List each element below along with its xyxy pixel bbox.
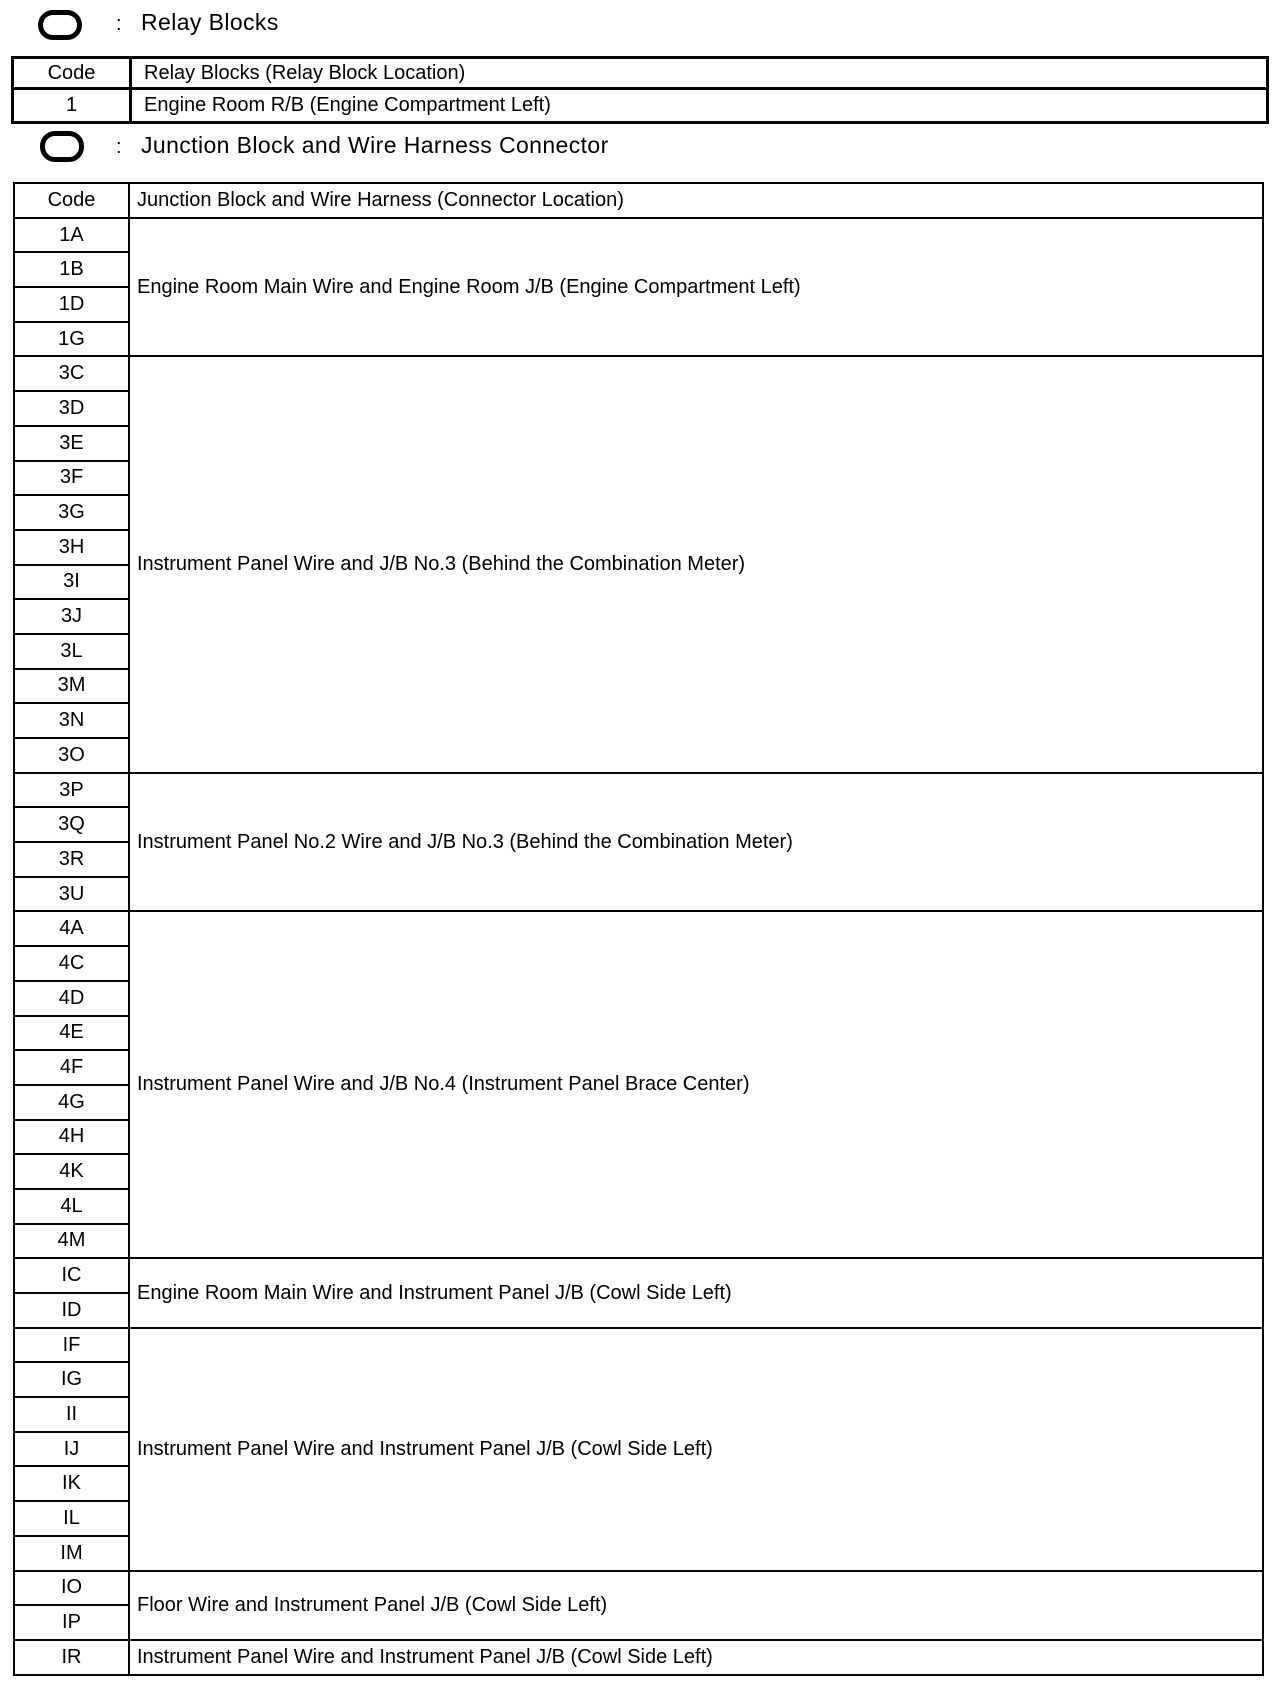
- connector-code-cell: 3H: [15, 531, 130, 566]
- heading-separator: :: [116, 136, 122, 158]
- connector-code-cell: 3Q: [15, 808, 130, 843]
- junction-block-table: [13, 182, 1264, 1676]
- connector-code-cell: IM: [15, 1537, 130, 1572]
- connector-code-cell: 4K: [15, 1155, 130, 1190]
- connector-code-cell: 1D: [15, 288, 130, 323]
- connector-code-cell: 4H: [15, 1121, 130, 1156]
- relay-code-cell: 1: [14, 90, 132, 121]
- connector-location-cell: Engine Room Main Wire and Instrument Panel J/B (Cowl Side Left): [130, 1259, 1264, 1328]
- connector-code-cell: 3U: [15, 878, 130, 913]
- connector-code-cell: 3C: [15, 357, 130, 392]
- code-header: Code: [14, 59, 132, 90]
- connector-code-cell: 3O: [15, 739, 130, 774]
- connector-code-cell: 4E: [15, 1017, 130, 1052]
- connector-location-cell: Floor Wire and Instrument Panel J/B (Cowl Side Left): [130, 1572, 1264, 1641]
- connector-code-cell: 4G: [15, 1086, 130, 1121]
- connector-code-cell: IO: [15, 1572, 130, 1607]
- connector-code-cell: IP: [15, 1606, 130, 1641]
- connector-oval-icon: [40, 131, 84, 162]
- connector-code-cell: 3I: [15, 566, 130, 601]
- connector-code-cell: IC: [15, 1259, 130, 1294]
- connector-location-cell: Instrument Panel No.2 Wire and J/B No.3 (Behind the Combination Meter): [130, 774, 1264, 913]
- location-header: Relay Blocks (Relay Block Location): [132, 59, 1266, 90]
- connector-oval-icon: [38, 10, 82, 40]
- connector-code-cell: 3E: [15, 427, 130, 462]
- connector-location-cell: Instrument Panel Wire and Instrument Panel J/B (Cowl Side Left): [130, 1641, 1264, 1676]
- connector-location-cell: Instrument Panel Wire and J/B No.4 (Instrument Panel Brace Center): [130, 912, 1264, 1259]
- connector-code-cell: IL: [15, 1502, 130, 1537]
- relay-blocks-heading: [116, 7, 279, 37]
- connector-code-cell: 1B: [15, 253, 130, 288]
- connector-code-cell: 4F: [15, 1051, 130, 1086]
- connector-code-cell: 4L: [15, 1190, 130, 1225]
- relay-location-cell: Engine Room R/B (Engine Compartment Left): [144, 94, 551, 116]
- location-header: Junction Block and Wire Harness (Connector Location): [130, 184, 1264, 219]
- connector-code-cell: IR: [15, 1641, 130, 1676]
- connector-code-cell: 4A: [15, 912, 130, 947]
- connector-code-cell: 1A: [15, 219, 130, 254]
- connector-code-cell: 3L: [15, 635, 130, 670]
- connector-location-cell: Instrument Panel Wire and J/B No.3 (Behind the Combination Meter): [130, 357, 1264, 773]
- connector-code-cell: 4C: [15, 947, 130, 982]
- connector-code-cell: II: [15, 1398, 130, 1433]
- connector-location-cell: Instrument Panel Wire and Instrument Panel J/B (Cowl Side Left): [130, 1329, 1264, 1572]
- connector-code-cell: 4D: [15, 982, 130, 1017]
- connector-code-cell: 1G: [15, 323, 130, 358]
- connector-code-cell: 3D: [15, 392, 130, 427]
- junction-block-heading: [116, 130, 609, 160]
- relay-blocks-table: [11, 56, 1269, 124]
- connector-code-cell: IF: [15, 1329, 130, 1364]
- connector-code-cell: 3J: [15, 600, 130, 635]
- connector-code-cell: IG: [15, 1363, 130, 1398]
- connector-code-cell: 3M: [15, 670, 130, 705]
- connector-code-cell: IJ: [15, 1433, 130, 1468]
- connector-location-cell: Engine Room Main Wire and Engine Room J/B (Engine Compartment Left): [130, 219, 1264, 358]
- connector-code-cell: IK: [15, 1467, 130, 1502]
- junction-block-title: Junction Block and Wire Harness Connector: [141, 132, 609, 158]
- connector-code-cell: 3F: [15, 462, 130, 497]
- code-header: Code: [15, 184, 130, 219]
- connector-code-cell: 3P: [15, 774, 130, 809]
- connector-code-cell: 3N: [15, 704, 130, 739]
- connector-code-cell: ID: [15, 1294, 130, 1329]
- connector-code-cell: 3G: [15, 496, 130, 531]
- heading-separator: :: [116, 13, 122, 35]
- connector-code-cell: 3R: [15, 843, 130, 878]
- relay-blocks-title: Relay Blocks: [141, 9, 279, 35]
- connector-code-cell: 4M: [15, 1225, 130, 1260]
